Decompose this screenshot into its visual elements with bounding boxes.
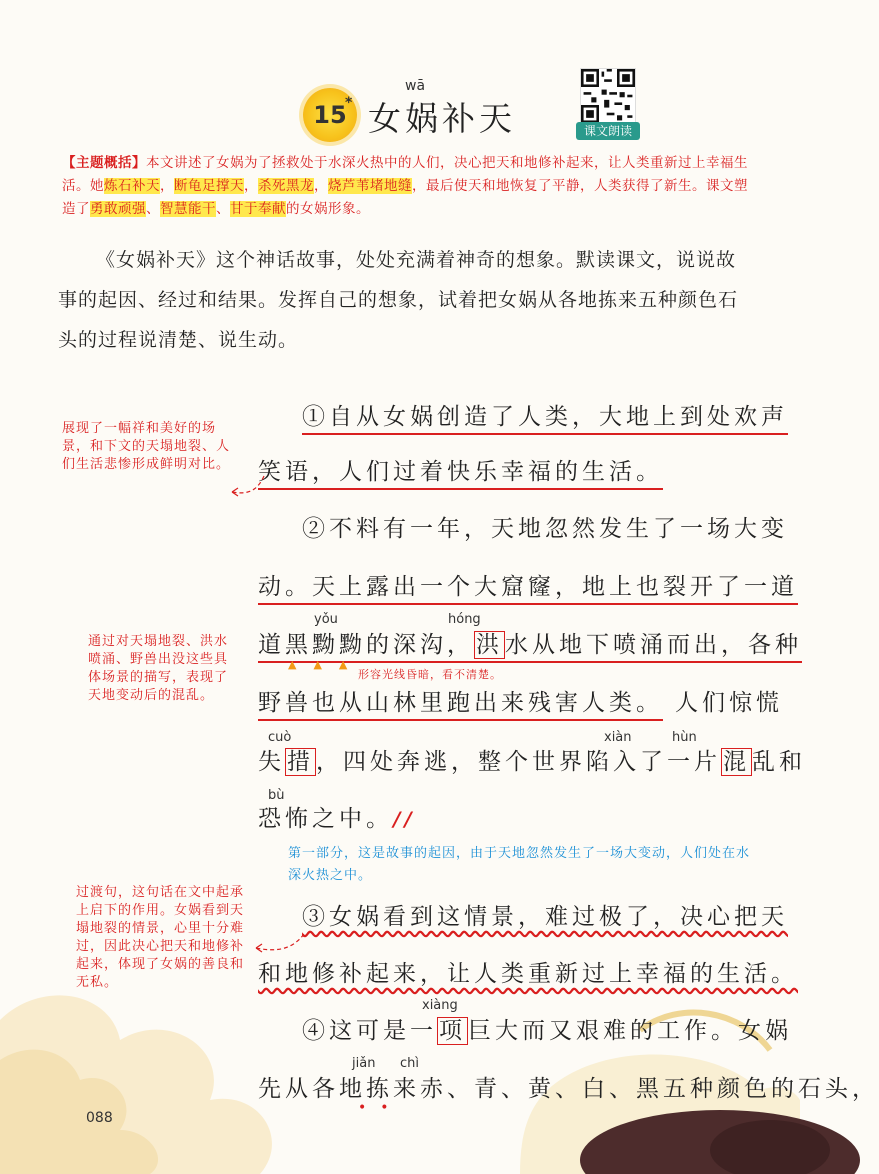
summary-separator: ，: [160, 178, 174, 194]
boxed-character: 洪: [476, 632, 503, 658]
para2-line5: [258, 743, 806, 776]
summary-text: 本文讲述了女娲为了拯救处于水深火热中的人们，决心把天和地修补起来，让人类重新过上幸福生活。她: [62, 155, 748, 194]
summary-text: ，最后使天和地恢复了平静，人类获得了新生。课文塑造了: [62, 178, 748, 217]
text-segment: 赤、青、黄、白、黑五种颜色的石头，: [420, 1076, 879, 1102]
pinyin-bu: bù: [268, 788, 285, 803]
text-segment: 乱和: [752, 749, 806, 775]
lesson-star: *: [345, 95, 353, 111]
highlight: 杀死黑龙: [258, 178, 314, 194]
highlight: 断龟足撑天: [174, 178, 244, 194]
page-number: 088: [86, 1110, 113, 1126]
reading-prompt: 《女娲补天》这个神话故事，处处充满着神奇的想象。默读课文，说说故事的起因、经过和结果。发挥自己的想象，试着把女娲从各地拣来五种颜色石头的过程说清楚、说生动。: [58, 249, 739, 351]
highlight: 炼石补天: [104, 178, 160, 194]
pinyin-xiang: xiàng: [422, 998, 458, 1013]
para2-line6-text: 恐怖之中。: [258, 806, 393, 832]
emphasis-dots: ••: [358, 1100, 403, 1116]
summary-separator: ，: [244, 178, 258, 194]
pinyin-cuo: cuò: [268, 730, 292, 745]
para3-line2-text: 和地修补起来，让人类重新过上幸福的生活。: [258, 961, 798, 987]
pinyin-jian: jiǎn: [352, 1056, 376, 1071]
note3-arrow: [252, 930, 308, 960]
summary-separator: 、: [146, 201, 160, 217]
para1-line1-text: ①自从女娲创造了人类，大地上到处欢声: [302, 404, 788, 435]
para2-line1: ②不料有一年，天地忽然发生了一场大变: [302, 516, 788, 542]
theme-summary: [62, 152, 752, 221]
youyou-definition: 形容光线昏暗，看不清楚。: [358, 668, 502, 681]
para2-line2: [258, 568, 798, 601]
text-segment: 道黑: [258, 632, 312, 658]
highlight: 智慧能干: [160, 201, 216, 217]
para1-line2-text: 笑语，人们过着快乐幸福的生活。: [258, 459, 663, 490]
margin-note-2: 通过对天塌地裂、洪水喷涌、野兽出没这些具体场景的描写，表现了天地变动后的混乱。: [88, 634, 229, 703]
text-segment: ④这可是一: [302, 1018, 437, 1044]
emphasized-word: 拣来: [366, 1076, 420, 1102]
section-divider-mark: //: [393, 807, 416, 831]
para1-line1: [302, 398, 788, 431]
para4-line1: [302, 1012, 792, 1045]
summary-separator: 、: [216, 201, 230, 217]
pinyin-chi: chì: [400, 1056, 419, 1071]
para2-line4: [258, 684, 783, 717]
pinyin-hong: hóng: [448, 612, 481, 627]
section-summary-note: 第一部分，这是故事的起因，由于天地忽然发生了一场大变动，人们处在水深火热之中。: [288, 846, 751, 883]
highlight: 勇敢顽强: [90, 201, 146, 217]
text-segment: ，四处奔逃，整个世界陷入了一片: [316, 749, 721, 775]
margin-note-3: 过渡句，这句话在文中起承上启下的作用。女娲看到天塌地裂的情景，心里十分难过，因此决心把天和地修补起来，体现了女娲的善良和无私。: [76, 885, 245, 990]
boxed-character: 措: [287, 749, 314, 775]
pinyin-xian: xiàn: [604, 730, 632, 745]
text-segment: 水从地下喷涌而出，各种: [505, 632, 802, 658]
page-title: 女娲补天: [368, 99, 516, 138]
text-segment: 巨大而又艰难的工作。女娲: [468, 1018, 792, 1044]
para1-line2: [258, 453, 663, 486]
highlight: 甘于奉献: [230, 201, 286, 217]
pinyin-you: yǒu: [314, 612, 338, 627]
note1-arrow: [226, 470, 266, 500]
para2-line3: [258, 626, 802, 659]
qr-code-icon: [581, 69, 635, 123]
para2-line2-text: 动。天上露出一个大窟窿，地上也裂开了一道: [258, 574, 798, 605]
title-pinyin: wā: [405, 78, 426, 94]
qr-code[interactable]: [580, 68, 636, 124]
margin-note-1: 展现了一幅祥和美好的场景，和下文的天塌地裂、人们生活悲惨形成鲜明对比。: [62, 421, 231, 472]
emphasis-triangles: ▲▲▲: [288, 658, 365, 671]
para4-line2: [258, 1070, 879, 1103]
para3-line1-text: ③女娲看到这情景，难过极了，决心把天: [302, 904, 788, 930]
para2-line4-tail: 人们惊慌: [675, 690, 783, 716]
qr-label[interactable]: 课文朗读: [576, 122, 640, 140]
lesson-number: 15: [313, 101, 347, 129]
summary-tag: 【主题概括】: [62, 155, 146, 171]
highlight: 烧芦苇堵地缝: [328, 178, 412, 194]
pinyin-hun: hùn: [672, 730, 697, 745]
boxed-character: 项: [439, 1018, 466, 1044]
text-segment: 的深沟，: [366, 632, 474, 658]
summary-separator: ，: [314, 178, 328, 194]
text-segment: 失: [258, 749, 285, 775]
text-segment: 先从各地: [258, 1076, 366, 1102]
boxed-character: 混: [723, 749, 750, 775]
text-segment: 黝黝: [312, 632, 366, 658]
para2-line6: [258, 800, 416, 833]
para3-line1: [302, 898, 788, 931]
summary-text: 的女娲形象。: [286, 201, 370, 217]
para3-line2: [258, 955, 798, 988]
para2-line4-text: 野兽也从山林里跑出来残害人类。: [258, 690, 663, 721]
